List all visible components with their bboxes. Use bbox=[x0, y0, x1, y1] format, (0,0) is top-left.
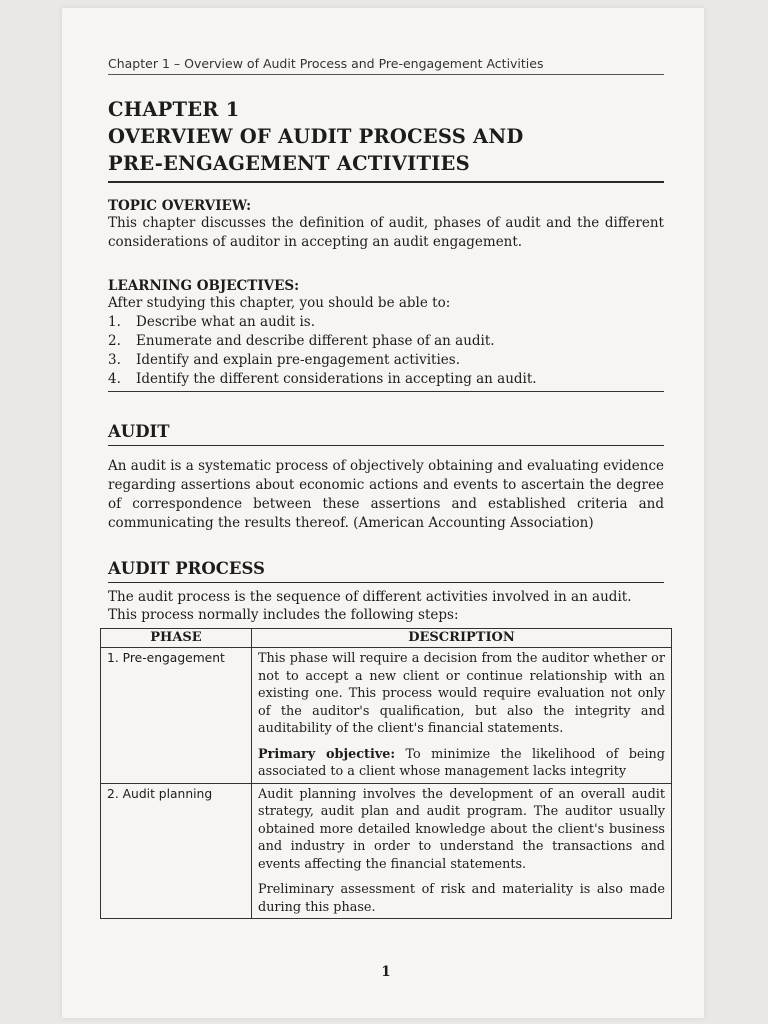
list-item bbox=[108, 351, 664, 370]
primary-objective-label: Primary objective: bbox=[258, 746, 396, 762]
list-item bbox=[108, 313, 664, 332]
list-item-text: Identify and explain pre-engagement activities. bbox=[136, 352, 461, 368]
description-paragraph: Preliminary assessment of risk and materiality is also made during this phase. bbox=[258, 882, 665, 915]
list-item bbox=[108, 332, 664, 351]
learning-objectives-heading: LEARNING OBJECTIVES: bbox=[108, 278, 300, 294]
chapter-title bbox=[108, 96, 664, 183]
audit-process-intro-line-1: The audit process is the sequence of different activities involved in an audit. bbox=[108, 589, 632, 605]
list-item-number: 1. bbox=[108, 314, 121, 330]
primary-objective bbox=[258, 746, 665, 781]
chapter-number: CHAPTER 1 bbox=[108, 98, 240, 121]
list-item-number: 2. bbox=[108, 333, 121, 349]
list-item-text: Enumerate and describe different phase of an audit. bbox=[136, 333, 495, 349]
learning-objectives-intro: After studying this chapter, you should be able to: bbox=[108, 295, 451, 311]
topic-overview-text: This chapter discusses the definition of audit, phases of audit and the different considerations of auditor in accepting an audit engagement. bbox=[108, 215, 664, 250]
list-item bbox=[108, 370, 664, 389]
learning-objectives-section bbox=[108, 278, 664, 392]
audit-phases-table bbox=[100, 628, 672, 919]
list-item-text: Describe what an audit is. bbox=[136, 314, 316, 330]
list-item-number: 4. bbox=[108, 371, 121, 387]
page-number: 1 bbox=[381, 964, 391, 980]
description-paragraph: Audit planning involves the development of an overall audit strategy, audit plan and audit program. The auditor usually obtained more detailed knowledge about the client's business and industry in order to understand the transactions and events affecting the financial statements. bbox=[258, 786, 665, 872]
audit-process-intro bbox=[108, 588, 664, 624]
audit-heading: AUDIT bbox=[108, 422, 664, 446]
table-row bbox=[101, 648, 672, 784]
table-header-row bbox=[101, 629, 672, 648]
table-row bbox=[101, 783, 672, 919]
audit-process-heading: AUDIT PROCESS bbox=[108, 559, 664, 583]
list-item-text: Identify the different considerations in accepting an audit. bbox=[136, 371, 537, 387]
learning-objectives-list bbox=[108, 313, 664, 392]
chapter-title-line-2: PRE-ENGAGEMENT ACTIVITIES bbox=[108, 152, 470, 175]
audit-process-intro-line-2: This process normally includes the following steps: bbox=[108, 607, 459, 623]
description-cell bbox=[252, 648, 672, 784]
column-header-phase: PHASE bbox=[101, 629, 252, 648]
running-header: Chapter 1 – Overview of Audit Process and Pre-engagement Activities bbox=[108, 56, 664, 75]
primary-objective-text: To minimize the likelihood of being associated to a client whose management lacks integrity bbox=[258, 746, 665, 779]
description-cell bbox=[252, 783, 672, 919]
topic-overview-section bbox=[108, 198, 664, 252]
topic-overview-heading: TOPIC OVERVIEW: bbox=[108, 198, 252, 214]
description-paragraph: This phase will require a decision from the auditor whether or not to accept a new client or continue relationship with an existing one. This process would require evaluation not only of the auditor's qualification, but also the integrity and auditability of the client's financial statements. bbox=[258, 651, 665, 736]
audit-definition: An audit is a systematic process of objectively obtaining and evaluating evidence regarding assertions about economic actions and events to ascertain the degree of correspondence between these assertions and established criteria and communicating the results thereof. (American Accounting Association) bbox=[108, 458, 664, 531]
phase-cell: 1. Pre-engagement bbox=[101, 648, 252, 784]
document-page bbox=[62, 8, 704, 1018]
column-header-description: DESCRIPTION bbox=[252, 629, 672, 648]
list-item-number: 3. bbox=[108, 352, 121, 368]
phase-cell: 2. Audit planning bbox=[101, 783, 252, 919]
chapter-title-line-1: OVERVIEW OF AUDIT PROCESS AND bbox=[108, 125, 524, 148]
